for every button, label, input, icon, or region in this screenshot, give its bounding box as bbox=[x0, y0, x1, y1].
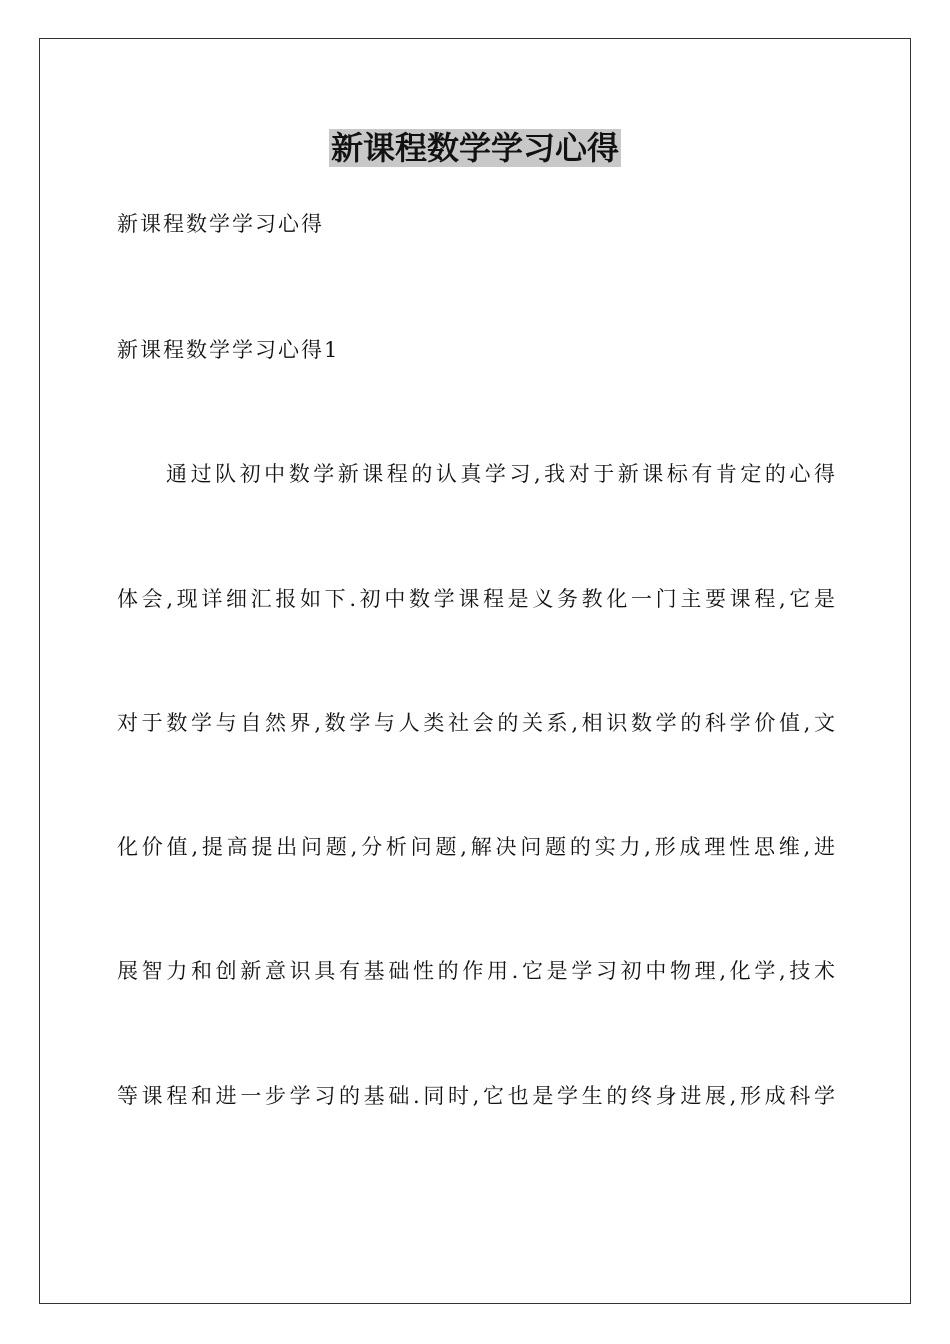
document-subtitle: 新课程数学学习心得 bbox=[117, 212, 324, 236]
section-heading: 新课程数学学习心得1 bbox=[117, 338, 340, 362]
paragraph-line: 通过队初中数学新课程的认真学习,我对于新课标有肯定的心得 bbox=[117, 462, 835, 486]
paragraph-line: 展智力和创新意识具有基础性的作用.它是学习初中物理,化学,技术 bbox=[117, 959, 835, 983]
paragraph-line: 体会,现详细汇报如下.初中数学课程是义务教化一门主要课程,它是 bbox=[117, 587, 835, 611]
paragraph-line: 等课程和进一步学习的基础.同时,它也是学生的终身进展,形成科学 bbox=[117, 1084, 835, 1108]
paragraph-line: 化价值,提高提出问题,分析问题,解决问题的实力,形成理性思维,进 bbox=[117, 835, 835, 859]
document-title bbox=[0, 126, 950, 170]
paragraph-line: 对于数学与自然界,数学与人类社会的关系,相识数学的科学价值,文 bbox=[117, 711, 835, 735]
document-title-text: 新课程数学学习心得 bbox=[330, 129, 619, 167]
